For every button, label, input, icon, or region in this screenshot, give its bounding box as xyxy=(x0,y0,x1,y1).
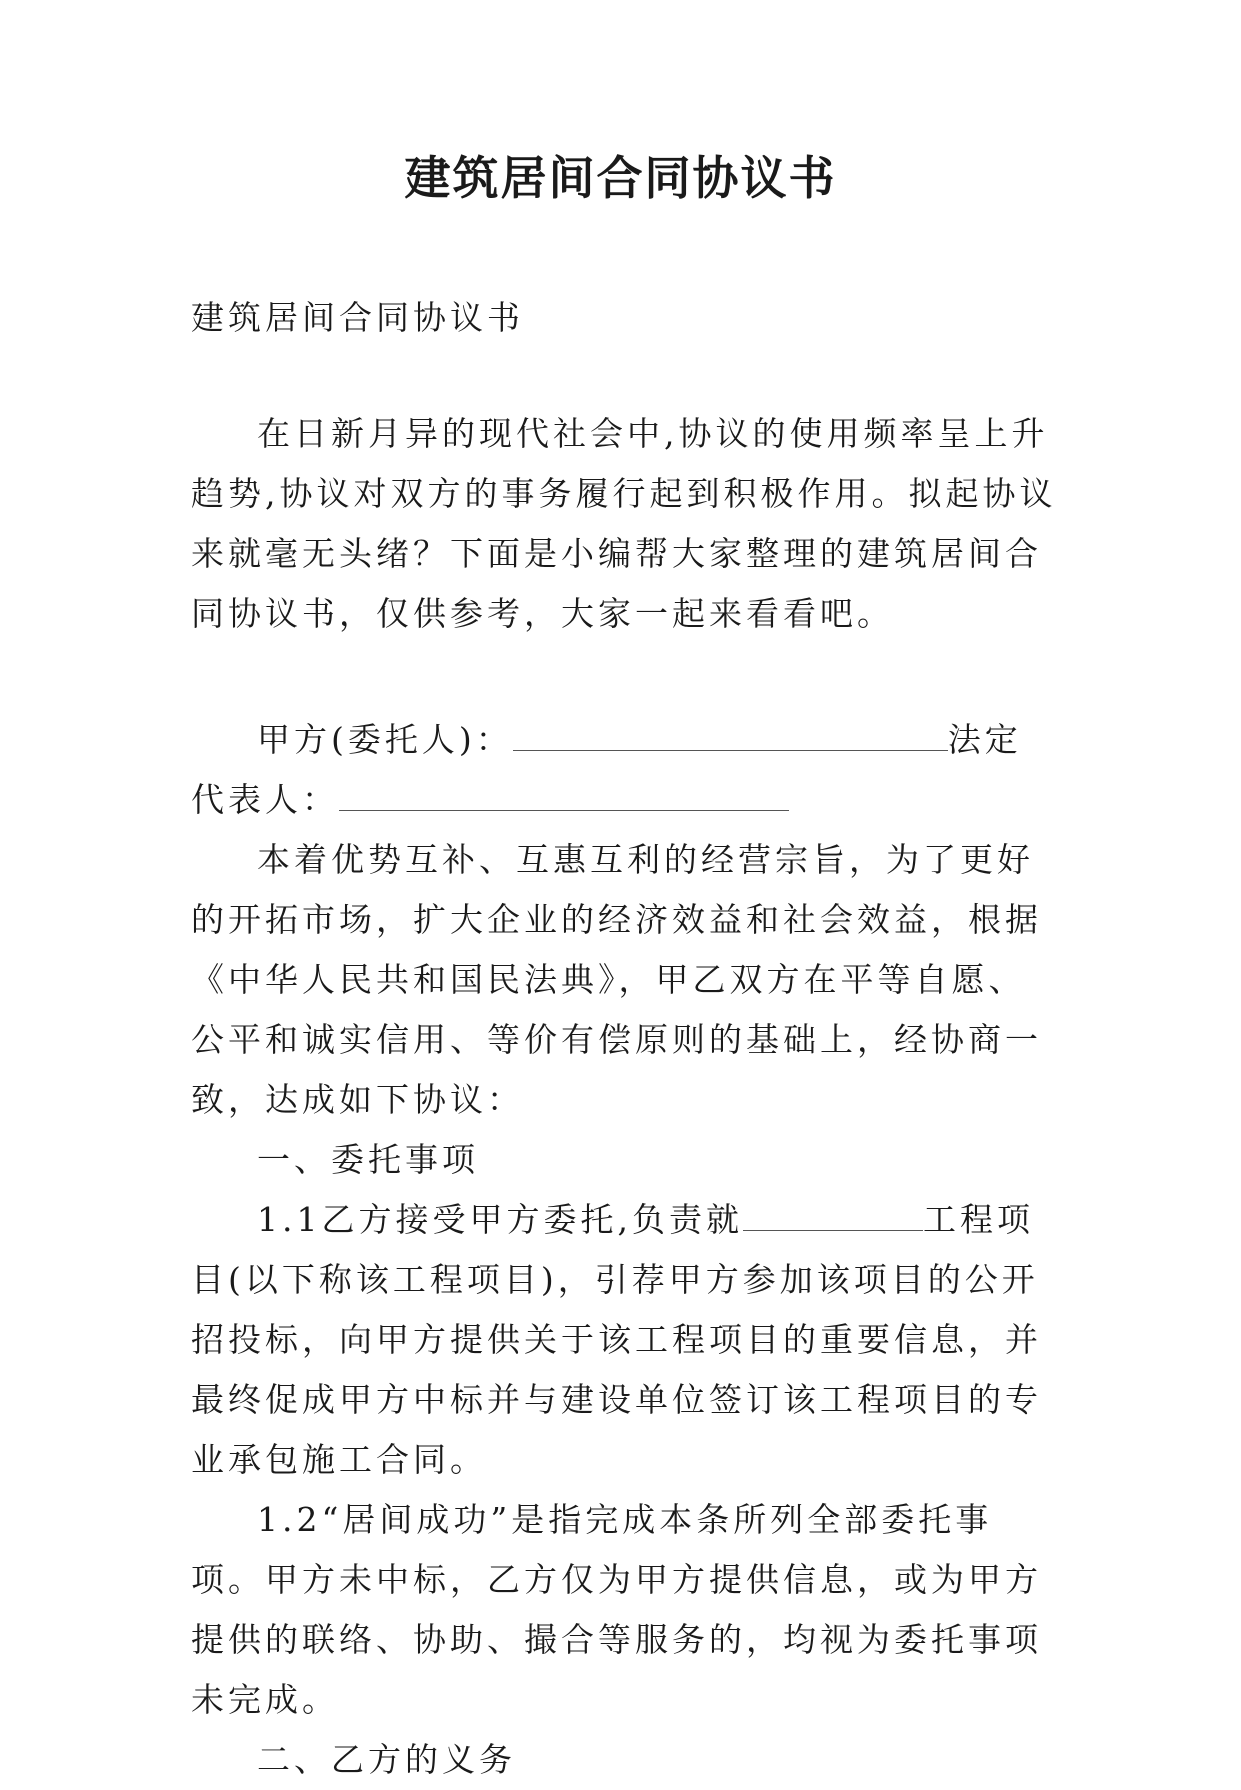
party-a-blank xyxy=(513,722,948,751)
clause-1-1 xyxy=(191,1190,1057,1490)
clause-1-2: 1.2“居间成功”是指完成本条所列全部委托事项。甲方未中标，乙方仅为甲方提供信息，或为甲方提供的联络、协助、撮合等服务的，均视为委托事项未完成。 xyxy=(191,1500,1042,1719)
clause-1-1-text-end: 工程项目(以下称该工程项目)，引荐甲方参加该项目的公开招投标，向甲方提供关于该工程项目的重要信息，并最终促成甲方中标并与建设单位签订该工程项目的专业承包施工合同。 xyxy=(191,1200,1042,1479)
document-title: 建筑居间合同协议书 xyxy=(404,151,837,205)
preamble-paragraph: 本着优势互补、互惠互利的经营宗旨，为了更好的开拓市场，扩大企业的经济效益和社会效益，根据《中华人民共和国民法典》，甲乙双方在平等自愿、公平和诚实信用、等价有偿原则的基础上，经协商一致，达成如下协议： xyxy=(191,840,1042,1119)
project-name-blank xyxy=(743,1202,923,1231)
section-1-heading: 一、委托事项 xyxy=(257,1140,479,1179)
party-a-label: 甲方(委托人)： xyxy=(257,720,513,759)
document-body xyxy=(191,288,1057,1790)
section-2-heading: 二、乙方的义务 xyxy=(257,1740,516,1779)
document-subtitle: 建筑居间合同协议书 xyxy=(191,298,524,337)
intro-paragraph: 在日新月异的现代社会中,协议的使用频率呈上升趋势,协议对双方的事务履行起到积极作用。拟起协议来就毫无头绪？下面是小编帮大家整理的建筑居间合同协议书，仅供参考，大家一起来看看吧。 xyxy=(191,414,1057,633)
legal-rep-label: 法定代表人： xyxy=(191,720,1022,819)
clause-1-1-text-start: 1.1乙方接受甲方委托,负责就 xyxy=(257,1200,743,1239)
party-a-line xyxy=(191,710,1057,830)
legal-rep-blank xyxy=(339,782,789,811)
